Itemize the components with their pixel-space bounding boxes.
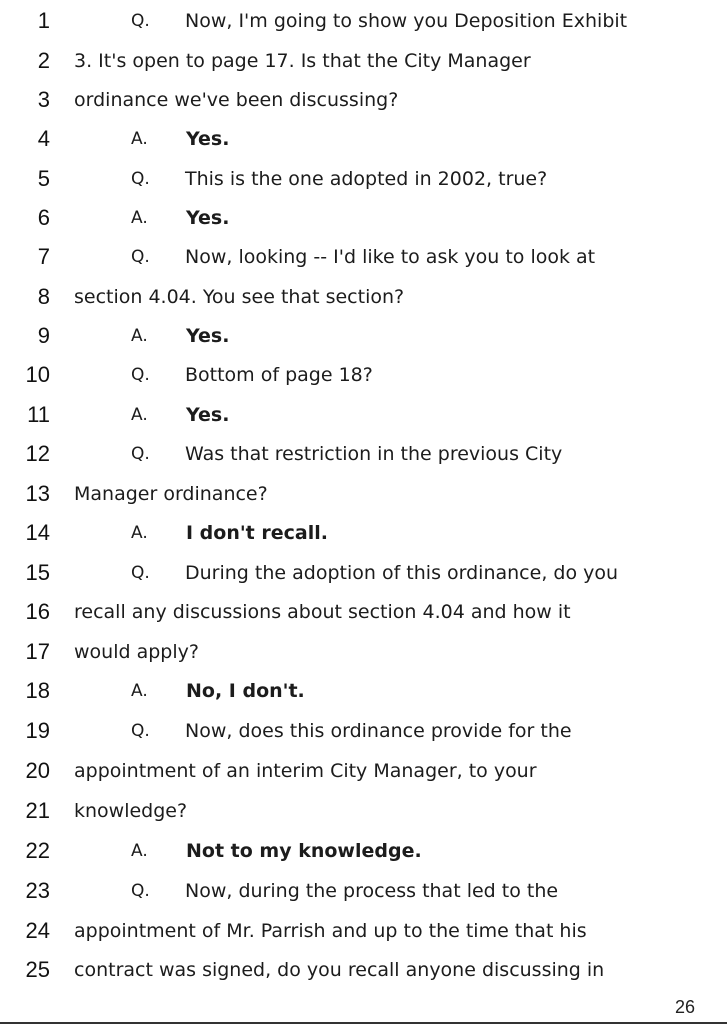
line-number: 21: [25, 798, 50, 823]
transcript-line: [0, 6, 727, 36]
transcript-line: [0, 479, 727, 509]
line-number: 9: [37, 323, 50, 348]
transcript-line: [0, 203, 727, 233]
transcript-line: [0, 321, 727, 351]
transcript-line: [0, 282, 727, 312]
continuation-text: Manager ordinance?: [74, 483, 268, 505]
continuation-text: contract was signed, do you recall anyone discussing in: [74, 959, 605, 981]
bottom-rule: [0, 1022, 727, 1024]
line-number: 23: [25, 878, 50, 903]
answer-text: Yes.: [186, 404, 230, 426]
question-label: Q.: [131, 11, 150, 31]
answer-text: Yes.: [186, 325, 230, 347]
answer-label: A.: [131, 523, 148, 543]
answer-text: No, I don't.: [186, 680, 305, 702]
continuation-text: knowledge?: [74, 800, 188, 822]
transcript-line: [0, 796, 727, 826]
transcript-line: [0, 85, 727, 115]
question-label: Q.: [131, 444, 150, 464]
answer-text: Yes.: [186, 128, 230, 150]
answer-text: Yes.: [186, 207, 230, 229]
line-number: 8: [37, 284, 50, 309]
line-number: 4: [37, 126, 50, 151]
page-number: 26: [674, 997, 695, 1017]
transcript-line: [0, 637, 727, 667]
answer-label: A.: [131, 326, 148, 346]
question-text: Bottom of page 18?: [185, 364, 373, 386]
question-text: Now, during the process that led to the: [185, 880, 559, 902]
question-label: Q.: [131, 881, 150, 901]
transcript-line: [0, 916, 727, 946]
transcript-line: [0, 676, 727, 706]
line-number: 18: [25, 678, 50, 703]
question-text: Now, does this ordinance provide for the: [185, 720, 572, 742]
question-label: Q.: [131, 563, 150, 583]
transcript-line: [0, 955, 727, 985]
line-number: 3: [37, 87, 50, 112]
line-number: 20: [25, 758, 50, 783]
answer-text: Not to my knowledge.: [186, 840, 422, 862]
transcript-line: [0, 518, 727, 548]
continuation-text: ordinance we've been discussing?: [74, 89, 399, 111]
line-number: 19: [25, 718, 50, 743]
line-number: 16: [25, 599, 50, 624]
transcript-line: [0, 558, 727, 588]
question-label: Q.: [131, 247, 150, 267]
question-label: Q.: [131, 721, 150, 741]
answer-label: A.: [131, 841, 148, 861]
transcript-line: [0, 756, 727, 786]
line-number: 2: [37, 48, 50, 73]
continuation-text: would apply?: [74, 641, 199, 663]
continuation-text: section 4.04. You see that section?: [74, 286, 405, 308]
line-number: 5: [37, 166, 50, 191]
transcript-line: [0, 164, 727, 194]
line-number: 22: [25, 838, 50, 863]
line-number: 24: [25, 918, 50, 943]
question-text: During the adoption of this ordinance, do you: [185, 562, 619, 584]
transcript-line: [0, 46, 727, 76]
line-number: 25: [25, 957, 50, 982]
line-number: 11: [27, 402, 50, 427]
answer-text: I don't recall.: [186, 522, 328, 544]
transcript-line: [0, 597, 727, 627]
continuation-text: 3. It's open to page 17. Is that the City Manager: [74, 50, 531, 72]
line-number: 12: [25, 441, 50, 466]
transcript-line: [0, 716, 727, 746]
line-number: 17: [25, 639, 50, 664]
line-number: 7: [37, 244, 50, 269]
transcript-line: [0, 836, 727, 866]
question-text: Now, I'm going to show you Deposition Exhibit: [185, 10, 628, 32]
continuation-text: appointment of Mr. Parrish and up to the time that his: [74, 920, 587, 942]
transcript-line: [0, 360, 727, 390]
line-number: 10: [25, 362, 50, 387]
line-number: 13: [25, 481, 50, 506]
line-number: 15: [25, 560, 50, 585]
continuation-text: recall any discussions about section 4.04 and how it: [74, 601, 571, 623]
line-number: 1: [37, 8, 50, 33]
transcript-line: [0, 876, 727, 906]
question-text: Was that restriction in the previous City: [185, 443, 563, 465]
question-text: This is the one adopted in 2002, true?: [185, 168, 548, 190]
transcript-line: [0, 242, 727, 272]
transcript-line: [0, 400, 727, 430]
answer-label: A.: [131, 208, 148, 228]
answer-label: A.: [131, 405, 148, 425]
continuation-text: appointment of an interim City Manager, to your: [74, 760, 537, 782]
answer-label: A.: [131, 681, 148, 701]
line-number: 6: [37, 205, 50, 230]
transcript-line: [0, 124, 727, 154]
answer-label: A.: [131, 129, 148, 149]
question-label: Q.: [131, 365, 150, 385]
line-number: 14: [25, 520, 50, 545]
transcript-line: [0, 439, 727, 469]
question-label: Q.: [131, 169, 150, 189]
question-text: Now, looking -- I'd like to ask you to look at: [185, 246, 596, 268]
